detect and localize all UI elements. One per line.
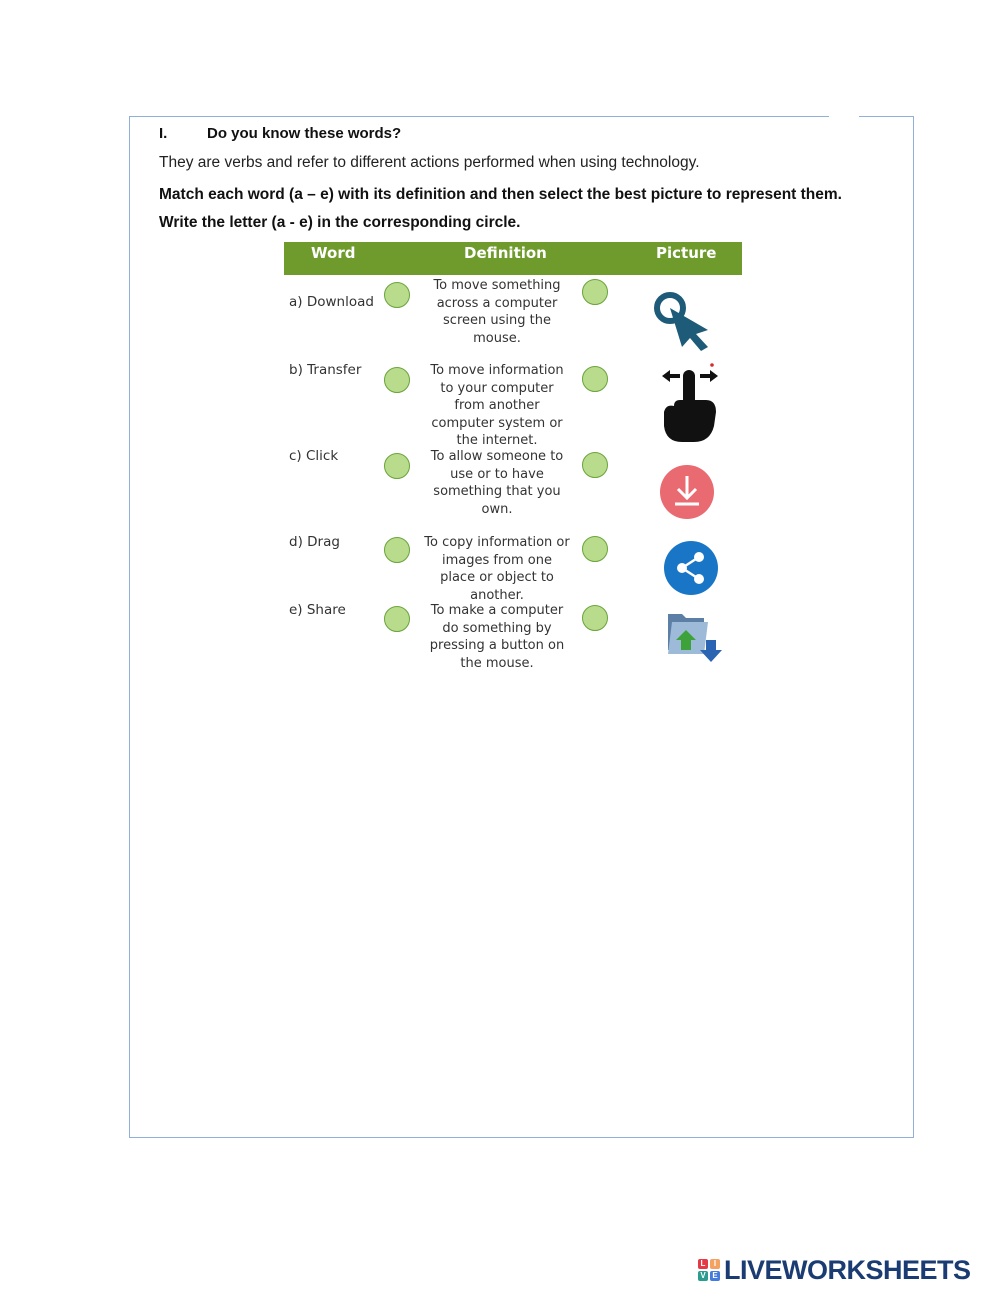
folder-transfer-icon — [664, 606, 724, 664]
answer-circle-word-a[interactable] — [384, 282, 410, 308]
definition-1: To move something across a computer screen using the mouse. — [433, 278, 561, 346]
header-definition: Definition — [464, 244, 547, 262]
word-label-c: c) Click — [289, 448, 339, 464]
answer-circle-definition-5[interactable] — [582, 605, 608, 631]
answer-circle-definition-4[interactable] — [582, 536, 608, 562]
intro-text: They are verbs and refer to different actions performed when using technology. — [159, 154, 700, 171]
answer-circle-word-b[interactable] — [384, 367, 410, 393]
table-header — [284, 242, 742, 275]
definition-3: To allow someone to use or to have something that you own. — [430, 449, 564, 517]
cursor-click-icon — [652, 290, 718, 352]
brand-logo-grid — [698, 1259, 720, 1281]
brand-name: LIVEWORKSHEETS — [724, 1254, 971, 1285]
word-label-d: d) Drag — [289, 534, 340, 550]
word-label-b: b) Transfer — [289, 362, 362, 378]
section-heading — [159, 125, 401, 142]
brand-letter-l: L — [698, 1259, 708, 1269]
definition-2: To move information to your computer from another computer system or the internet. — [430, 363, 564, 448]
answer-circle-word-c[interactable] — [384, 453, 410, 479]
frame-gap — [829, 114, 859, 119]
word-label-a: a) Download — [289, 294, 374, 310]
answer-circle-definition-3[interactable] — [582, 452, 608, 478]
word-label-e: e) Share — [289, 602, 346, 618]
answer-circle-definition-1[interactable] — [582, 279, 608, 305]
header-word: Word — [311, 244, 356, 262]
section-number: I. — [159, 125, 168, 142]
answer-circle-word-d[interactable] — [384, 537, 410, 563]
liveworksheets-brand — [698, 1255, 971, 1285]
brand-letter-i: I — [710, 1259, 720, 1269]
definition-4: To copy information or images from one place or object to another. — [424, 535, 570, 603]
definition-5: To make a computer do something by pressing a button on the mouse. — [429, 603, 565, 671]
hand-drag-icon — [660, 362, 720, 446]
brand-letter-v: V — [698, 1271, 708, 1281]
share-icon — [662, 540, 720, 596]
answer-circle-word-e[interactable] — [384, 606, 410, 632]
header-picture: Picture — [656, 244, 717, 262]
brand-letter-e: E — [710, 1271, 720, 1281]
answer-circle-definition-2[interactable] — [582, 366, 608, 392]
instructions-text: Match each word (a – e) with its definition and then select the best picture to represent them. Write the letter (a - e) in the corresponding circle. — [159, 186, 842, 231]
section-title: Do you know these words? — [207, 125, 402, 142]
download-icon — [658, 464, 716, 520]
